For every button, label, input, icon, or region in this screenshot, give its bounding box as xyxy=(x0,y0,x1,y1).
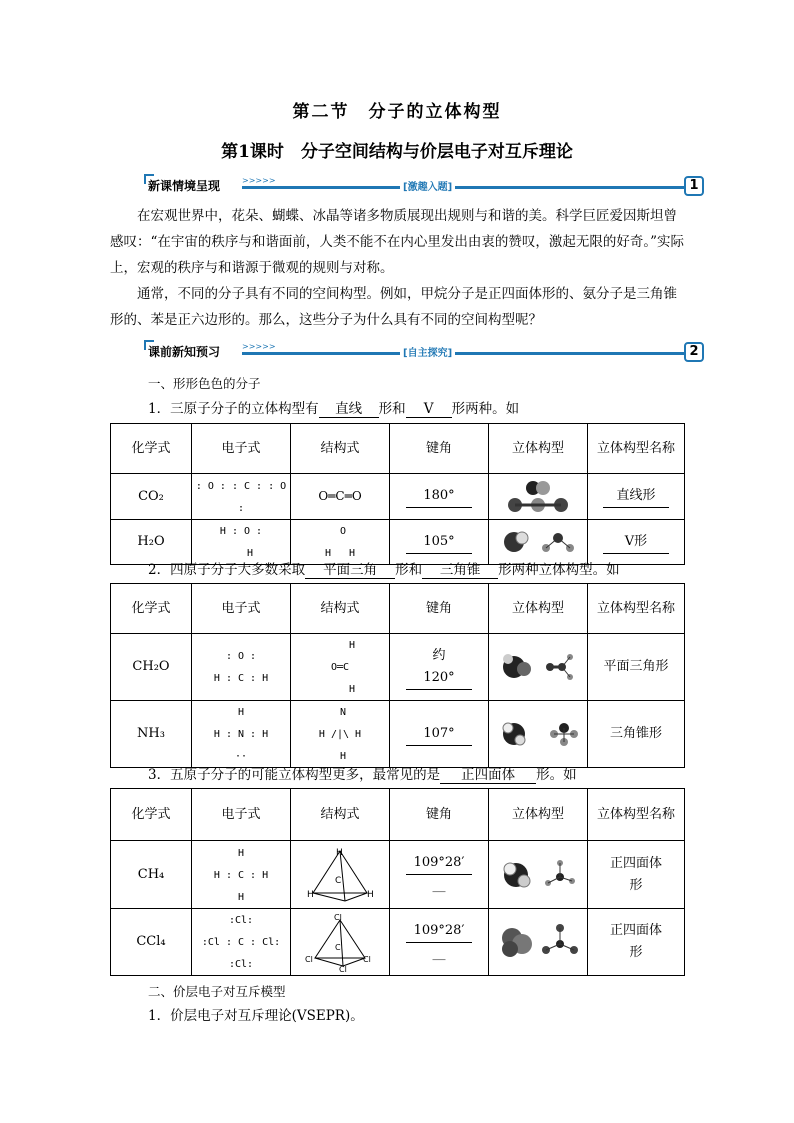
answer: 正四面体 xyxy=(440,763,536,784)
answer: 180° xyxy=(406,485,472,508)
table-row: CH₄ H H : C : H H H H H C 109°28′ __ 正四面体形 xyxy=(111,841,685,909)
answer: 直线形 xyxy=(603,485,669,508)
structure-ch2o: H O═C H xyxy=(291,634,390,701)
answer: 平面三角 xyxy=(305,558,395,579)
part1-heading: 一、形形色色的分子 xyxy=(148,376,261,391)
svg-text:Cl: Cl xyxy=(339,965,347,972)
question-2: 2．四原子分子大多数采取 平面三角 形和 三角锥 形两种立体构型。如 xyxy=(148,558,620,579)
divider xyxy=(242,352,684,355)
header-shape: 立体构型 xyxy=(489,789,588,841)
molecule-model-icon xyxy=(503,477,573,517)
table-triatomic xyxy=(110,423,685,565)
model-co2 xyxy=(489,474,588,520)
section-number: 1 xyxy=(684,176,704,196)
answer: 三角锥形 xyxy=(609,726,662,741)
answer: 三角锥 xyxy=(422,558,498,579)
header-structure: 结构式 xyxy=(291,424,390,474)
molecule-model-icon xyxy=(498,647,578,687)
svg-text:C: C xyxy=(335,875,342,886)
formula: CCl₄ xyxy=(111,909,192,976)
section-label: 新课情境呈现 xyxy=(148,179,221,193)
formula: CH₂O xyxy=(111,634,192,701)
section-tag: [激趣入题] xyxy=(400,178,455,193)
electron-formula-ccl4: :Cl: :Cl : C : Cl: :Cl: xyxy=(192,909,291,976)
section-number: 2 xyxy=(684,342,704,362)
arrows-icon: >>>>> xyxy=(242,342,276,351)
electron-formula-h2o: H : O : H xyxy=(192,520,291,565)
answer: V xyxy=(406,401,452,418)
answer: 120° xyxy=(406,667,472,690)
molecule-model-icon xyxy=(500,526,576,558)
intro-paragraph-1: 在宏观世界中，花朵、蝴蝶、冰晶等诸多物质展现出规则与和谐的美。科学巨匠爱因斯坦曾感叹：“在宇宙的秩序与和谐面前，人类不能不在内心里发出由衷的赞叹，激起无限的好奇。”实际上，宏观的秩序与和谐源于微观的规则与对称。 xyxy=(110,208,685,276)
approx-label: 约 xyxy=(432,647,446,663)
header-angle: 键角 xyxy=(390,584,489,634)
header-shape-name: 立体构型名称 xyxy=(588,424,685,474)
answer: 直线 xyxy=(319,397,379,418)
table-row xyxy=(111,701,685,768)
answer: 107° xyxy=(406,723,472,746)
tetrahedron-icon xyxy=(305,845,375,905)
formula: CO₂ xyxy=(111,474,192,520)
answer: V形 xyxy=(603,531,669,554)
header-formula: 化学式 xyxy=(111,424,192,474)
header-formula: 化学式 xyxy=(111,584,192,634)
answer: 109°28′ xyxy=(406,920,472,943)
structure-co2: O═C═O xyxy=(291,474,390,520)
header-electron: 电子式 xyxy=(192,584,291,634)
model-ch4 xyxy=(489,841,588,909)
tetrahedron-icon xyxy=(305,912,375,972)
electron-formula-co2: : O : : C : : O : xyxy=(192,474,291,520)
table-tetraatomic xyxy=(110,583,685,768)
header-shape-name: 立体构型名称 xyxy=(588,584,685,634)
answer: 105° xyxy=(406,531,472,554)
answer: 正四面体形 xyxy=(609,923,662,960)
formula: NH₃ xyxy=(111,701,192,768)
svg-text:H: H xyxy=(307,889,314,900)
part2-heading: 二、价层电子对互斥模型 xyxy=(148,984,286,999)
intro-paragraph-2: 通常，不同的分子具有不同的空间构型。例如，甲烷分子是正四面体形的、氨分子是三角锥形的、苯是正六边形的。那么，这些分子为什么具有不同的空间构型呢？ xyxy=(110,286,677,328)
header-shape: 立体构型 xyxy=(489,584,588,634)
header-shape: 立体构型 xyxy=(489,424,588,474)
structure-nh3: N H /|\ H H xyxy=(291,701,390,768)
table-row xyxy=(111,634,685,701)
answer: 109°28′ xyxy=(406,852,472,875)
header-angle: 键角 xyxy=(390,789,489,841)
svg-text:Cl: Cl xyxy=(305,955,313,964)
structure-ccl4 xyxy=(291,909,390,976)
structure-h2o: O H H xyxy=(291,520,390,565)
part2-item-1: 1．价层电子对互斥理论(VSEPR)。 xyxy=(148,1008,364,1024)
header-angle: 键角 xyxy=(390,424,489,474)
molecule-model-icon xyxy=(498,714,578,754)
electron-formula-nh3: H H : N : H ·· xyxy=(192,701,291,768)
table-row: CCl₄ :Cl: :Cl : C : Cl: :Cl: Cl Cl Cl Cl C 109°28′ __ 正四面体形 xyxy=(111,909,685,976)
section-bar-intro xyxy=(148,176,708,198)
question-1: 1．三原子分子的立体构型有 直线 形和 V 形两种。如 xyxy=(148,397,519,418)
header-formula: 化学式 xyxy=(111,789,192,841)
svg-text:C: C xyxy=(335,943,341,952)
svg-text:Cl: Cl xyxy=(363,955,371,964)
lesson-title: 第1课时 分子空间结构与价层电子对互斥理论 xyxy=(221,142,573,162)
model-ccl4 xyxy=(489,909,588,976)
question-3: 3．五原子分子的可能立体构型更多，最常见的是 正四面体 形。如 xyxy=(148,763,577,784)
arrows-icon: >>>>> xyxy=(242,176,276,185)
electron-formula-ch2o: : O : H : C : H xyxy=(192,634,291,701)
header-structure: 结构式 xyxy=(291,584,390,634)
header-electron: 电子式 xyxy=(192,789,291,841)
header-structure: 结构式 xyxy=(291,789,390,841)
svg-text:Cl: Cl xyxy=(334,913,342,922)
divider xyxy=(242,186,684,189)
model-nh3 xyxy=(489,701,588,768)
structure-ch4 xyxy=(291,841,390,909)
section-tag: [自主探究] xyxy=(400,344,455,359)
electron-formula-ch4: H H : C : H H xyxy=(192,841,291,909)
formula: H₂O xyxy=(111,520,192,565)
section-bar-preview xyxy=(148,342,708,364)
svg-text:H: H xyxy=(336,847,343,858)
table-row xyxy=(111,474,685,520)
table-pentaatomic xyxy=(110,788,685,976)
answer: 正四面体形 xyxy=(609,855,662,893)
answer: 平面三角形 xyxy=(603,659,669,674)
header-shape-name: 立体构型名称 xyxy=(588,789,685,841)
model-ch2o xyxy=(489,634,588,701)
molecule-model-icon xyxy=(498,855,578,895)
section-title: 第二节 分子的立体构型 xyxy=(292,102,502,122)
molecule-model-icon xyxy=(498,922,578,962)
svg-text:H: H xyxy=(367,889,374,900)
section-label: 课前新知预习 xyxy=(148,345,221,359)
header-electron: 电子式 xyxy=(192,424,291,474)
formula: CH₄ xyxy=(111,841,192,909)
